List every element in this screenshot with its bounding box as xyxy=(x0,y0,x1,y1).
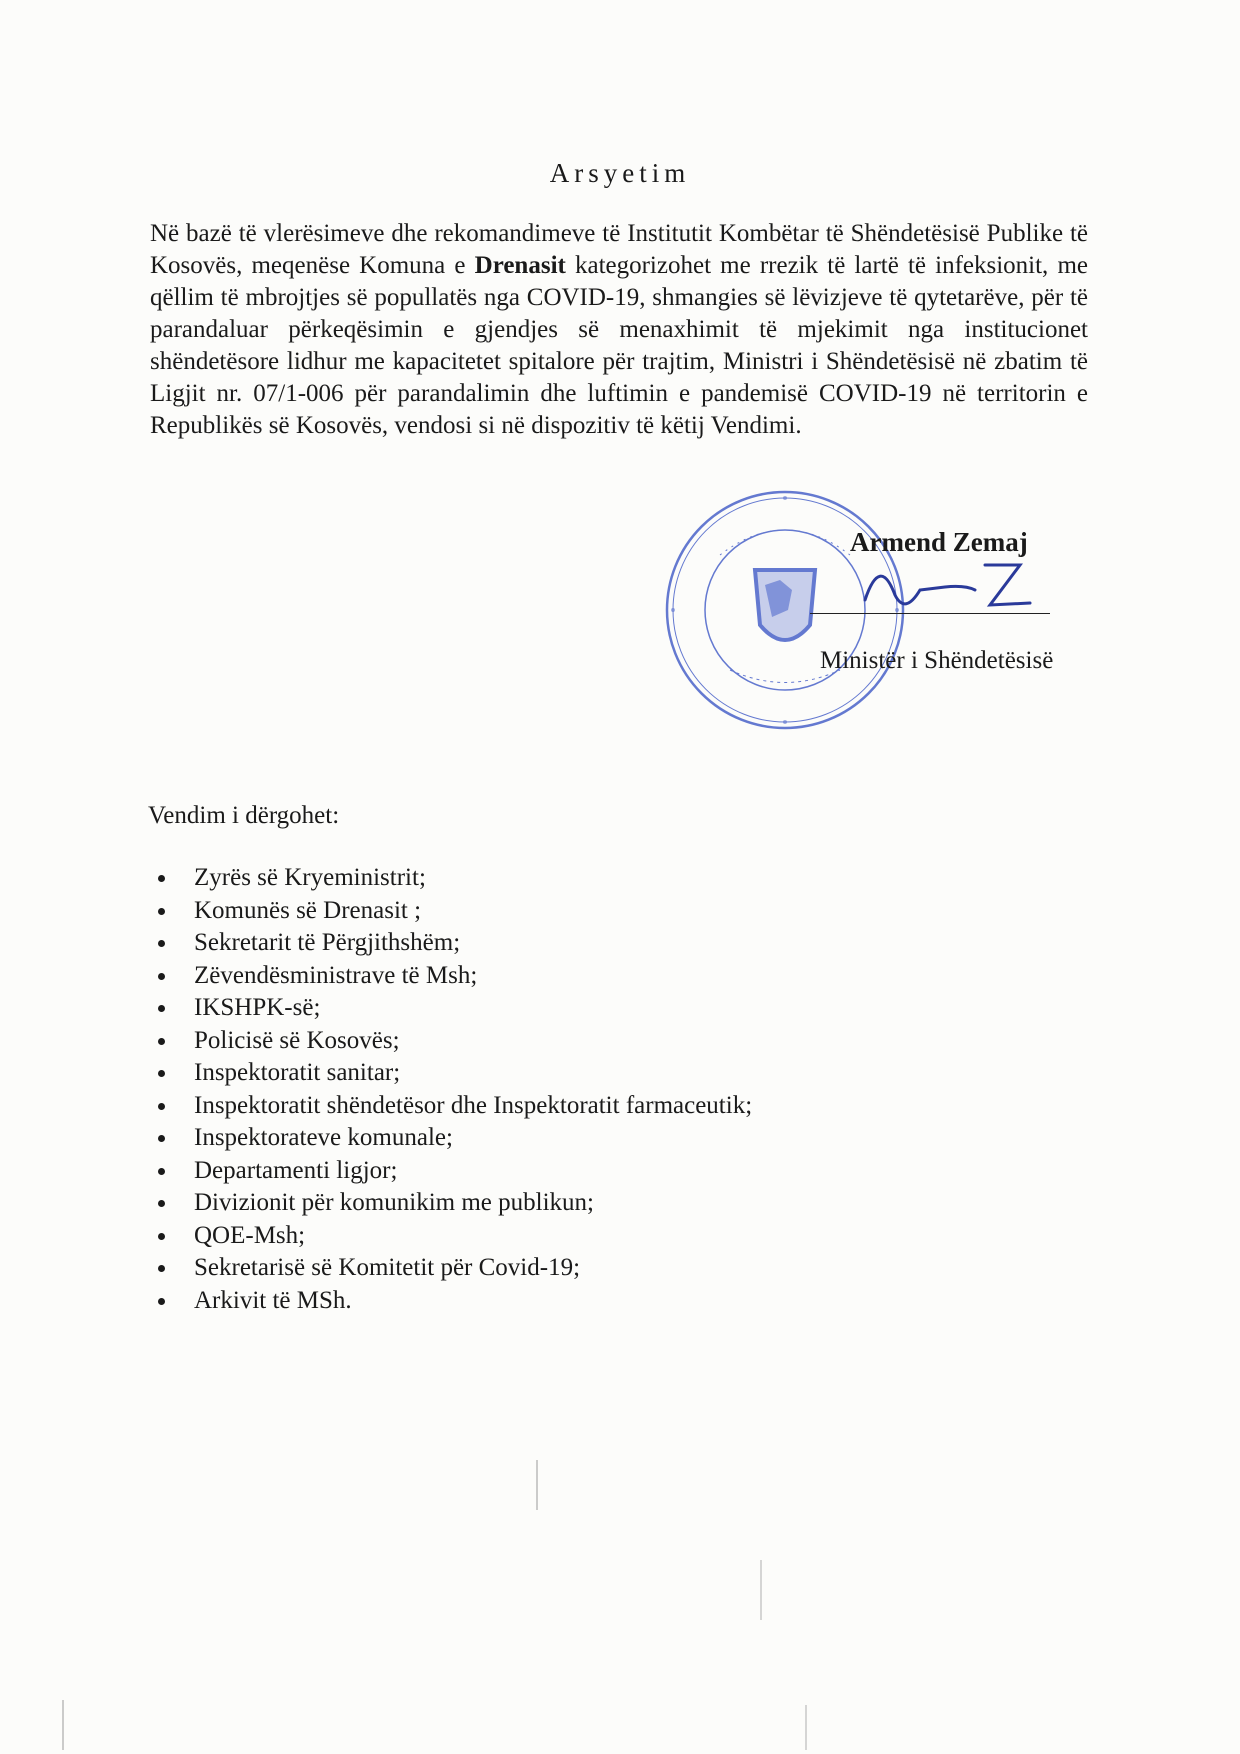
list-item: Arkivit të MSh. xyxy=(158,1285,752,1318)
list-item: Inspektoratit shëndetësor dhe Inspektoratit farmaceutik; xyxy=(158,1090,752,1123)
bullet-icon xyxy=(158,1168,165,1175)
distribution-heading: Vendim i dërgohet: xyxy=(148,802,340,829)
bullet-icon xyxy=(158,973,165,980)
bullet-icon xyxy=(158,1038,165,1045)
scan-artifact xyxy=(536,1460,538,1510)
bullet-icon xyxy=(158,1265,165,1272)
list-item: Policisë së Kosovës; xyxy=(158,1025,752,1058)
bullet-icon xyxy=(158,1135,165,1142)
page-title: Arsyetim xyxy=(549,158,691,188)
list-item: Komunës së Drenasit ; xyxy=(158,895,752,928)
list-item: QOE-Msh; xyxy=(158,1220,752,1253)
scan-artifact xyxy=(805,1705,807,1750)
paragraph-text-end: kategorizohet me rrezik të lartë të infeksionit, me qëllim të mbrojtjes së popullatës nga COVID-19, shmangies së lëvizjeve të qytetarëve, për të parandaluar përkeqësimin e gjendjes së menaxhimit të mjekimit nga institucionet shëndetësore lidhur me kapacitetet spitalore për trajtim, Ministri i Shëndetësisë në zbatim të Ligjit nr. 07/1-006 për parandalimin dhe luftimin e pandemisë COVID-19 në territorin e Republikës së Kosovës, vendosi si në dispozitiv të këtij Vendimi. xyxy=(150,252,1088,439)
list-item: Inspektoratit sanitar; xyxy=(158,1057,752,1090)
signature-block xyxy=(660,485,1100,745)
signature-line xyxy=(810,613,1050,614)
bullet-icon xyxy=(158,875,165,882)
paragraph-text-start: Në bazë të vlerësimeve dhe rekomandimeve të Institutit Kombëtar të Shëndetësisë Publike të Kosovës, meqenëse Komuna e xyxy=(150,220,1088,279)
list-item: Departamenti ligjor; xyxy=(158,1155,752,1188)
list-item: IKSHPK-së; xyxy=(158,992,752,1025)
list-item: Zëvendësministrave të Msh; xyxy=(158,960,752,993)
list-item: Divizionit për komunikim me publikun; xyxy=(158,1187,752,1220)
justification-paragraph xyxy=(150,218,1088,442)
distribution-list xyxy=(158,862,752,1317)
bullet-icon xyxy=(158,1103,165,1110)
list-item: Sekretarisë së Komitetit për Covid-19; xyxy=(158,1252,752,1285)
municipality-name: Drenasit xyxy=(474,252,566,279)
bullet-icon xyxy=(158,940,165,947)
bullet-icon xyxy=(158,1233,165,1240)
bullet-icon xyxy=(158,1070,165,1077)
bullet-icon xyxy=(158,908,165,915)
signatory-title: Ministër i Shëndetësisë xyxy=(820,647,1054,674)
bullet-icon xyxy=(158,1005,165,1012)
list-item: Zyrës së Kryeministrit; xyxy=(158,862,752,895)
list-item: Inspektorateve komunale; xyxy=(158,1122,752,1155)
scan-artifact xyxy=(62,1700,64,1750)
bullet-icon xyxy=(158,1200,165,1207)
bullet-icon xyxy=(158,1298,165,1305)
list-item: Sekretarit të Përgjithshëm; xyxy=(158,927,752,960)
scan-artifact xyxy=(760,1560,762,1620)
signatory-name: Armend Zemaj xyxy=(850,527,1028,557)
